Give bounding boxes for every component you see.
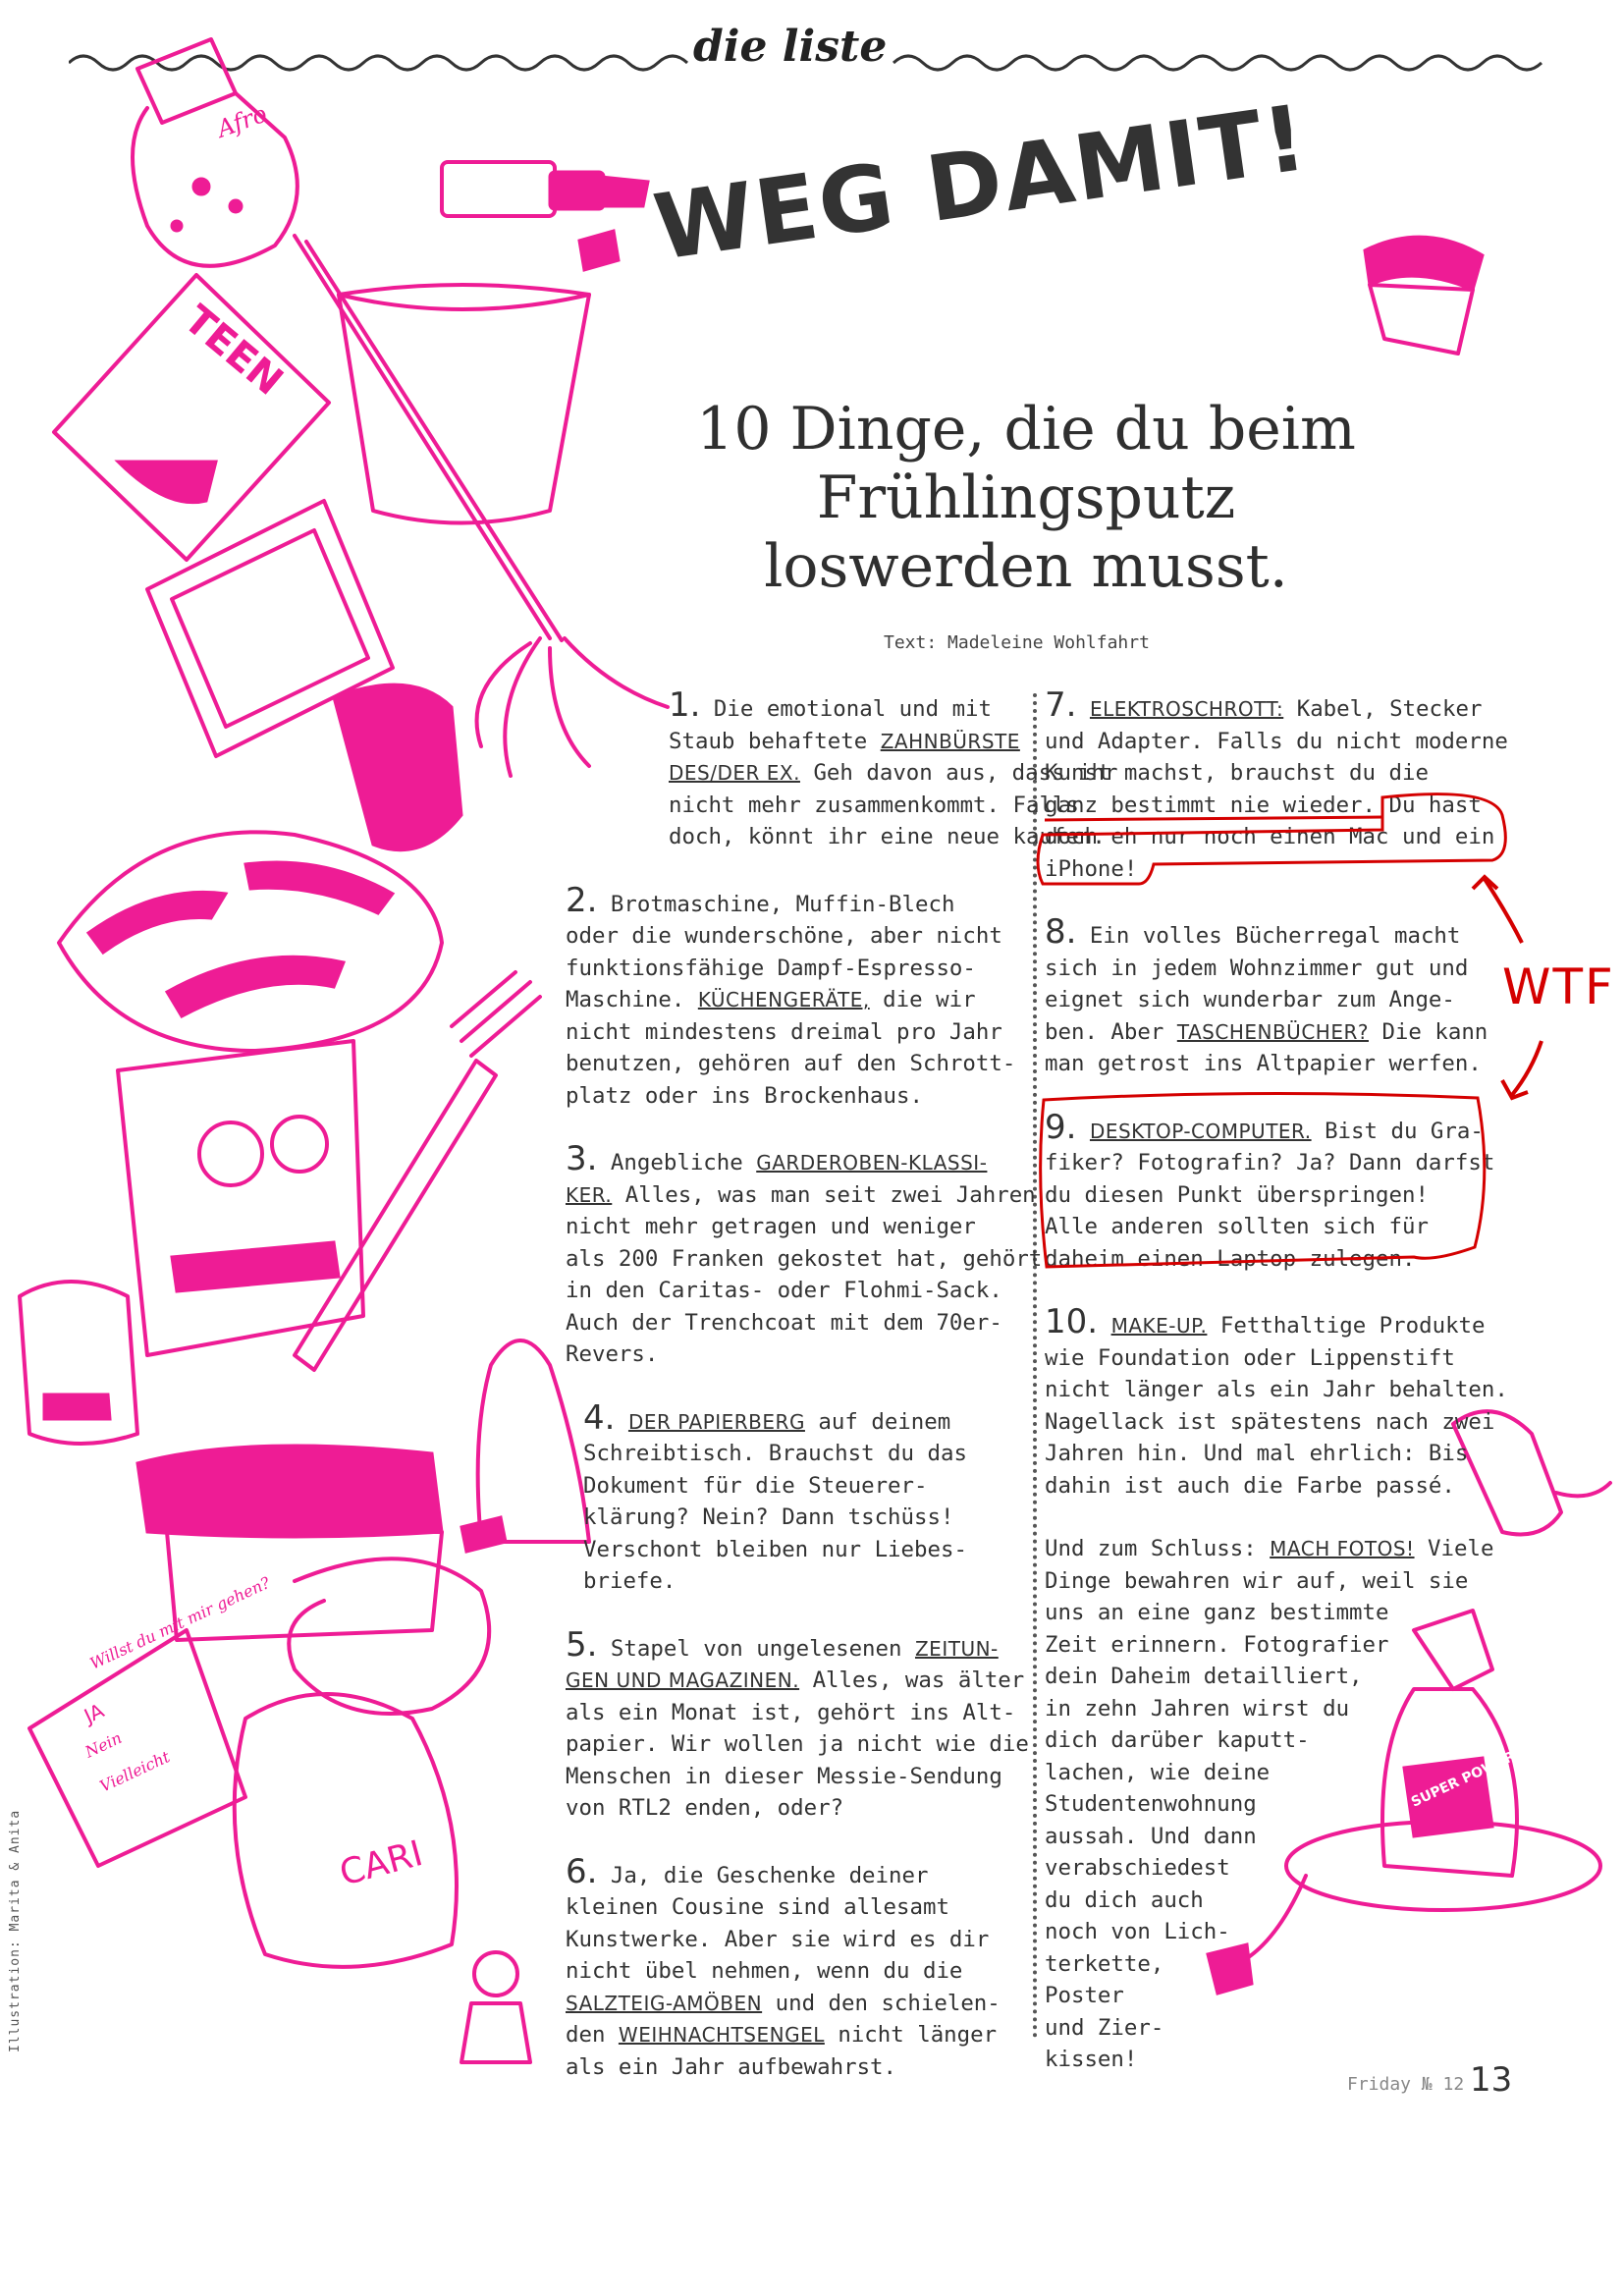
text-segment: man getrost ins Altpapier werfen. [1045, 1051, 1482, 1076]
text-segment: sich in jedem Wohnzimmer gut und [1045, 955, 1469, 981]
section-label: die liste [693, 22, 888, 72]
page-title: WEG DAMIT! [648, 84, 1315, 281]
text-segment: Ein volles Bücherregal macht [1076, 923, 1461, 949]
text-segment: Kabel, Stecker [1283, 696, 1483, 722]
illustration-credit: Illustration: Marita & Anita [8, 1809, 23, 2052]
text-segment: Dokument für die Steuerer- [583, 1472, 928, 1499]
text-segment: und Zier- [1045, 2014, 1164, 2041]
jar-label: Afro [213, 99, 271, 143]
text-segment: Dinge bewahren wir auf, weil sie [1045, 1567, 1469, 1594]
text-segment: wie Foundation oder Lippenstift [1045, 1344, 1455, 1371]
keyword: MAKE-UP. [1110, 1314, 1208, 1338]
text-segment: verabschiedest [1045, 1855, 1230, 1881]
spray-label: SUPER POWER [1408, 1748, 1518, 1811]
text-segment: nicht mehr getragen und weniger [566, 1214, 976, 1239]
text-segment: terkette, [1045, 1950, 1164, 1977]
text-segment: funktionsfähige Dampf-Espresso- [566, 955, 976, 981]
text-segment: nicht mehr zusammenkommt. Falls [669, 792, 1079, 818]
note-option-no: Nein [81, 1727, 125, 1762]
text-segment: briefe. [583, 1568, 676, 1594]
text-segment: in den Caritas- oder Flohmi-Sack. [566, 1278, 1002, 1303]
text-segment: Nagellack ist spätestens nach zwei [1045, 1408, 1495, 1435]
annotation-underline-item-7 [1045, 817, 1382, 820]
item-number: 1. [669, 685, 701, 725]
note-option-maybe: Vielleicht [96, 1747, 173, 1796]
text-segment: und Adapter. Falls du nicht moderne [1045, 728, 1508, 754]
subtitle-line: 10 Dinge, die du beim [696, 395, 1356, 464]
text-segment: Angebliche [597, 1150, 757, 1175]
keyword: WEIHNACHTSENGEL [618, 2023, 825, 2047]
text-segment: den [566, 2022, 619, 2048]
text-segment: von RTL2 enden, oder? [566, 1795, 844, 1821]
byline: Text: Madeleine Wohlfahrt [884, 632, 1150, 653]
keyword: GARDEROBEN-KLASSI- [756, 1151, 988, 1175]
text-segment: Menschen in dieser Messie-Sendung [566, 1763, 1002, 1789]
text-segment: Fetthaltige Produkte [1207, 1313, 1486, 1339]
note-text: Willst du mit mir gehen? [86, 1572, 274, 1673]
text-segment: Alles, was älter [799, 1667, 1025, 1693]
text-segment: doch eh nur noch einen Mac und ein [1045, 824, 1495, 849]
text-segment: Alle anderen sollten sich für [1045, 1214, 1429, 1239]
annotation-box-item-9 [1041, 1093, 1485, 1267]
text-segment: als 200 Franken gekostet hat, gehört [566, 1245, 1043, 1272]
text-segment: iPhone! [1045, 855, 1138, 882]
text-segment: Viele [1414, 1536, 1494, 1561]
keyword: DESKTOP-COMPUTER. [1089, 1119, 1312, 1143]
text-segment: auf deinem [804, 1408, 951, 1435]
annotation-arrow-down [1502, 1041, 1542, 1098]
text-segment: Revers. [566, 1341, 659, 1367]
text-segment: Ja, die Geschenke deiner [597, 1862, 929, 1888]
text-segment: doch, könnt ihr eine neue kaufen. [669, 824, 1106, 849]
item-number: 8. [1045, 912, 1077, 952]
text-segment: die wir [869, 987, 976, 1012]
wtf-annotation: WTF [1502, 958, 1615, 1015]
keyword: TASCHENBÜCHER? [1176, 1019, 1369, 1044]
subtitle-line: loswerden musst. [764, 532, 1288, 601]
text-segment: Auch der Trenchcoat mit dem 70er- [566, 1309, 1002, 1336]
text-segment: Poster [1045, 1983, 1124, 2008]
text-segment: nicht übel nehmen, wenn du die [566, 1958, 963, 1984]
text-segment: lachen, wie deine [1045, 1759, 1271, 1785]
text-segment: benutzen, gehören auf den Schrott- [566, 1051, 1016, 1076]
keyword: KÜCHENGERÄTE, [697, 988, 870, 1011]
annotation-arrow-up [1473, 877, 1522, 943]
item-number: 2. [566, 880, 598, 920]
text-segment: Brotmaschine, Muffin-Blech [597, 891, 955, 917]
text-segment: Zeit erinnern. Fotografier [1045, 1631, 1389, 1658]
text-segment: kleinen Cousine sind allesamt [566, 1894, 949, 1920]
text-segment: Staub behaftete [669, 728, 881, 754]
magazine-issue: Friday № 12 [1347, 2074, 1465, 2095]
note-option-yes: JA [80, 1698, 108, 1728]
text-segment: daheim einen Laptop zulegen. [1045, 1245, 1416, 1272]
text-segment: Bist du Gra- [1311, 1118, 1484, 1144]
text-segment: Schreibtisch. Brauchst du das [583, 1441, 967, 1466]
keyword: DES/DER EX. [669, 761, 800, 785]
text-segment: dich darüber kaputt- [1045, 1727, 1310, 1753]
text-segment: nicht mindestens dreimal pro Jahr [566, 1018, 1002, 1045]
keyword: SALZTEIG-AMÖBEN [566, 1991, 763, 2015]
text-segment: du diesen Punkt überspringen! [1045, 1181, 1429, 1208]
item-number: 10. [1045, 1302, 1099, 1341]
text-segment: Die emotional und mit [700, 696, 993, 722]
subtitle-line: Frühlingsputz [816, 464, 1236, 532]
magazine-cover-title: TEEN [175, 297, 292, 405]
text-segment: Maschine. [566, 987, 698, 1012]
text-segment: in zehn Jahren wirst du [1045, 1695, 1350, 1722]
keyword: GEN UND MAGAZINEN. [566, 1668, 800, 1692]
text-segment: und den schielen- [762, 1990, 1001, 2016]
keyword: KER. [566, 1182, 613, 1207]
keyword: MACH FOTOS! [1270, 1537, 1415, 1560]
text-segment: du dich auch [1045, 1886, 1204, 1913]
text-segment: eignet sich wunderbar zum Ange- [1045, 987, 1455, 1012]
text-segment: papier. Wir wollen ja nicht wie die [566, 1731, 1029, 1757]
text-segment: nicht länger [824, 2022, 998, 2048]
item-number: 9. [1045, 1107, 1077, 1147]
item-number: 5. [566, 1624, 598, 1665]
item-number: 3. [566, 1139, 598, 1178]
text-segment: Verschont bleiben nur Liebes- [583, 1536, 967, 1562]
text-segment: als ein Monat ist, gehört ins Alt- [566, 1699, 1016, 1725]
text-segment: Und zum Schluss: [1045, 1536, 1271, 1561]
text-segment: oder die wunderschöne, aber nicht [566, 923, 1002, 949]
text-segment: nicht länger als ein Jahr behalten. [1045, 1377, 1508, 1402]
keyword: ZAHNBÜRSTE [880, 729, 1020, 753]
text-segment: Jahren hin. Und mal ehrlich: Bis [1045, 1441, 1469, 1466]
text-segment: Kunstwerke. Aber sie wird es dir [566, 1926, 990, 1952]
bag-label: CARI [335, 1832, 427, 1894]
text-segment: aussah. Und dann [1045, 1823, 1257, 1849]
text-segment: ganz bestimmt nie wieder. Du hast [1045, 792, 1482, 818]
text-segment: kissen! [1045, 2047, 1138, 2072]
text-segment: Geh davon aus, dass ihr [799, 760, 1118, 786]
keyword: ZEITUN- [914, 1636, 999, 1661]
annotation-circle-item-7 [1038, 794, 1505, 884]
text-segment: klärung? Nein? Dann tschüss! [583, 1504, 954, 1530]
text-segment: dahin ist auch die Farbe passé. [1045, 1472, 1455, 1499]
text-segment: Kunst machst, brauchst du die [1045, 760, 1429, 786]
keyword: ELEKTROSCHROTT: [1089, 697, 1284, 721]
text-segment: uns an eine ganz bestimmte [1045, 1600, 1389, 1625]
text-segment: Die kann [1368, 1018, 1488, 1045]
page-number: 13 [1470, 2060, 1513, 2100]
item-number: 7. [1045, 685, 1077, 725]
text-segment: als ein Jahr aufbewahrst. [566, 2053, 897, 2080]
item-number: 4. [583, 1397, 616, 1438]
text-segment: dein Daheim detailliert, [1045, 1664, 1363, 1689]
text-segment: noch von Lich- [1045, 1919, 1230, 1944]
item-number: 6. [566, 1851, 598, 1891]
text-segment: fiker? Fotografin? Ja? Dann darfst [1045, 1150, 1495, 1175]
text-segment: platz oder ins Brockenhaus. [566, 1082, 923, 1109]
text-segment: Alles, was man seit zwei Jahren [612, 1181, 1036, 1208]
text-segment: Stapel von ungelesenen [597, 1635, 915, 1662]
text-segment: Studentenwohnung [1045, 1791, 1257, 1817]
text-segment: ben. Aber [1045, 1018, 1177, 1045]
keyword: DER PAPIERBERG [627, 1409, 805, 1434]
